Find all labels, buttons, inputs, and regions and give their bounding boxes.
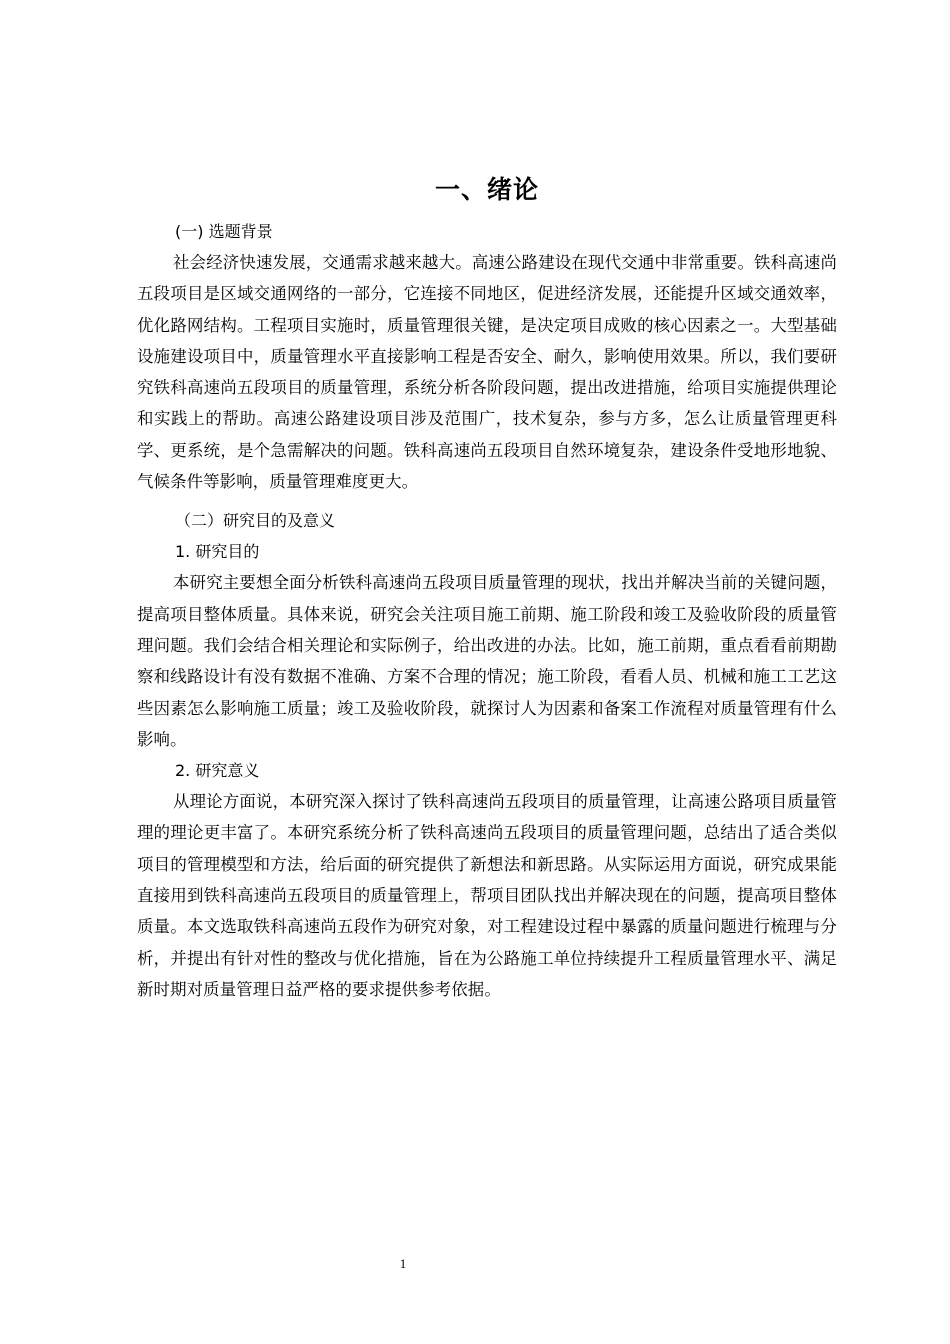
subsection-heading-significance: 2. 研究意义 (175, 761, 260, 781)
page-number: 1 (399, 1256, 407, 1271)
paragraph-purpose: 本研究主要想全面分析铁科高速尚五段项目质量管理的现状，找出并解决当前的关键问题，提高项目整体质量。具体来说，研究会关注项目施工前期、施工阶段和竣工及验收阶段的质量管理问题。我们会结合相关理论和实际例子，给出改进的办法。比如，施工前期，重点看看前期勘察和线路设计有没有数据不准确、方案不合理的情况；施工阶段，看看人员、机械和施工工艺这些因素怎么影响施工质量；竣工及验收阶段，就探讨人为因素和备案工作流程对质量管理有什么影响。 (137, 573, 837, 749)
page-content (137, 170, 837, 1005)
chapter-title: 一、绪论 (434, 175, 539, 204)
section-heading-background: (一) 选题背景 (175, 222, 273, 241)
paragraph-background: 社会经济快速发展，交通需求越来越大。高速公路建设在现代交通中非常重要。铁科高速尚五段项目是区域交通网络的一部分，它连接不同地区，促进经济发展，还能提升区域交通效率，优化路网结构。工程项目实施时，质量管理很关键，是决定项目成败的核心因素之一。大型基础设施建设项目中，质量管理水平直接影响工程是否安全、耐久，影响使用效果。所以，我们要研究铁科高速尚五段项目的质量管理，系统分析各阶段问题，提出改进措施，给项目实施提供理论和实践上的帮助。高速公路建设项目涉及范围广，技术复杂，参与方多，怎么让质量管理更科学、更系统，是个急需解决的问题。铁科高速尚五段项目自然环境复杂，建设条件受地形地貌、气候条件等影响，质量管理难度更大。 (137, 253, 837, 492)
paragraph-significance: 从理论方面说，本研究深入探讨了铁科高速尚五段项目的质量管理，让高速公路项目质量管理的理论更丰富了。本研究系统分析了铁科高速尚五段项目的质量管理问题，总结出了适合类似项目的管理模型和方法，给后面的研究提供了新想法和新思路。从实际运用方面说，研究成果能直接用到铁科高速尚五段项目的质量管理上，帮项目团队找出并解决现在的问题，提高项目整体质量。本文选取铁科高速尚五段作为研究对象，对工程建设过程中暴露的质量问题进行梳理与分析，并提出有针对性的整改与优化措施，旨在为公路施工单位持续提升工程质量管理水平、满足新时期对质量管理日益严格的要求提供参考依据。 (137, 792, 837, 999)
subsection-heading-purpose: 1. 研究目的 (175, 542, 260, 562)
section-heading-purpose-significance: （二）研究目的及意义 (175, 511, 336, 531)
